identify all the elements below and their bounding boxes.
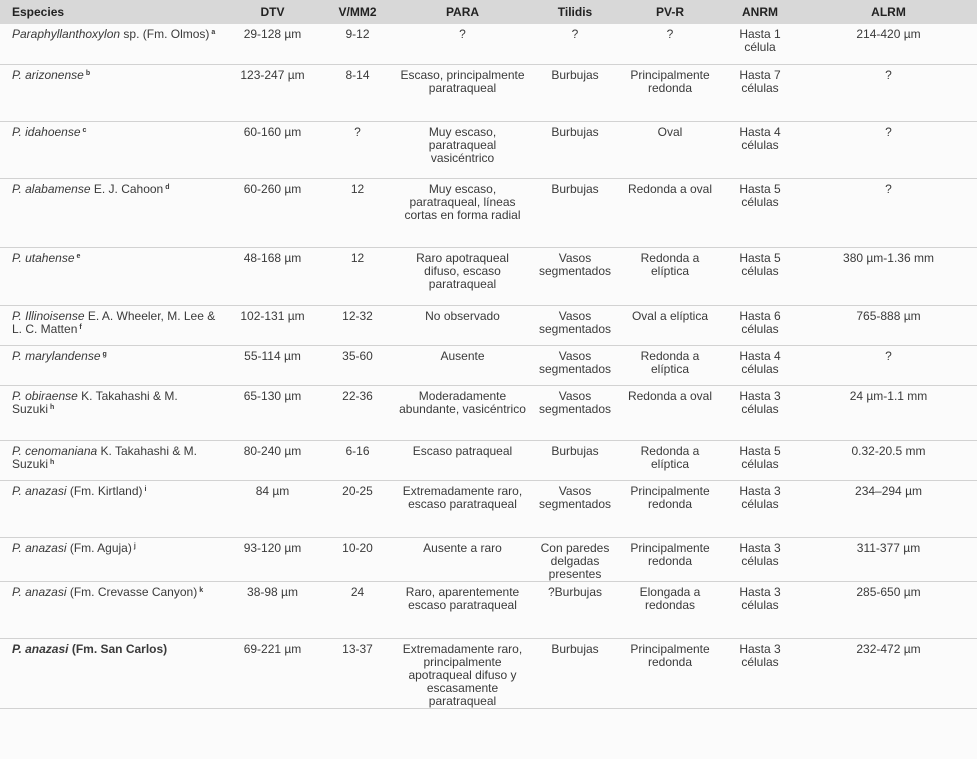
cell-dtv: 48-168 µm [243,250,302,265]
species-name: P. idahoense [12,124,81,139]
cell-alrm: 380 µm-1.36 mm [843,250,934,265]
cell-especies [0,121,225,178]
cell-tilidis: Con paredes delgadas presentes [540,540,610,581]
cell-tilidis: Vasos segmentados [538,388,612,416]
cell-anrm: Hasta 3 células [739,540,781,568]
cell-alrm: ? [885,67,892,82]
table-row [0,537,977,581]
cell-v-mm2: 24 [350,584,365,599]
cell-tilidis: Burbujas [551,443,599,458]
cell-pv-r: Redonda a elíptica [640,250,700,278]
cell-tilidis: Vasos segmentados [538,483,612,511]
header-alrm: ALRM [800,0,977,24]
cell-alrm: 234–294 µm [855,483,922,498]
cell-v-mm2: 12 [350,181,365,196]
cell-anrm: Hasta 4 células [739,348,781,376]
table-row [0,480,977,537]
cell-pv-r: Principalmente redonda [630,483,710,511]
cell-anrm: Hasta 6 células [739,308,781,336]
cell-anrm: Hasta 3 células [739,641,781,669]
cell-pv-r: Oval a elíptica [631,308,709,323]
species-author: (Fm. San Carlos) [68,641,168,656]
cell-tilidis: ? [571,27,579,41]
species-name: Paraphyllanthoxylon [12,27,121,41]
cell-v-mm2: 10-20 [342,540,373,555]
species-author: E. A. Wheeler, M. Lee & L. C. Matten [12,308,216,336]
cell-dtv: 60-160 µm [243,124,302,139]
table-row [0,305,977,345]
cell-tilidis: Vasos segmentados [538,308,612,336]
species-author: E. J. Cahoon [90,181,164,196]
species-name: P. obiraense [12,388,78,403]
cell-anrm: Hasta 5 células [739,181,781,209]
cell-tilidis: Vasos segmentados [538,250,612,278]
cell-dtv: 84 µm [255,483,290,498]
cell-para: No observado [425,308,500,323]
cell-pv-r: Redonda a elíptica [640,443,700,471]
species-name: P. alabamense [12,181,91,196]
footnote-mark: c [82,126,87,134]
header-v-mm2: V/MM2 [320,0,395,24]
species-author: (Fm. Kirtland) [66,483,143,498]
cell-especies [0,581,225,638]
cell-alrm: 214-420 µm [856,27,921,41]
cell-tilidis: ?Burbujas [547,584,603,599]
cell-para: Escaso patraqueal [412,443,513,458]
cell-para: Raro apotraqueal difuso, escaso paratraqueal [416,250,509,291]
cell-especies [0,440,225,480]
cell-para: Ausente a raro [423,540,502,555]
cell-anrm: Hasta 5 células [739,443,781,471]
species-name: P. marylandense [12,348,101,363]
table-body [0,24,977,708]
footnote-mark: j [133,542,136,550]
cell-alrm: 311-377 µm [856,540,921,555]
table-row [0,638,977,708]
cell-dtv: 123-247 µm [240,67,305,82]
footnote-mark: f [79,323,82,331]
cell-tilidis: Burbujas [551,124,599,139]
cell-para: ? [459,27,466,41]
cell-especies [0,638,225,708]
cell-para: Extremadamente raro, principalmente apotraqueal difuso y escasamente paratraqueal [402,641,523,708]
cell-especies [0,64,225,121]
cell-pv-r: Redonda a oval [627,388,713,403]
species-name: P. anazasi [12,641,69,656]
cell-dtv: 29-128 µm [243,27,302,41]
table-row [0,581,977,638]
cell-v-mm2: 12-32 [342,308,373,323]
cell-especies [0,247,225,305]
cell-especies [0,24,225,64]
cell-v-mm2: 6-16 [345,443,370,458]
cell-alrm: ? [885,348,892,363]
species-name: P. anazasi [12,483,67,498]
cell-alrm: 232-472 µm [856,641,921,656]
cell-alrm: 285-650 µm [856,584,921,599]
cell-v-mm2: 13-37 [342,641,373,656]
species-author: (Fm. Aguja) [66,540,132,555]
cell-especies [0,345,225,385]
table-row [0,247,977,305]
cell-pv-r: Principalmente redonda [630,540,710,568]
cell-alrm: 765-888 µm [856,308,921,323]
cell-anrm: Hasta 7 células [739,67,781,95]
cell-especies [0,480,225,537]
cell-pv-r: Elongada a redondas [639,584,701,612]
cell-pv-r: Oval [657,124,683,139]
cell-especies [0,537,225,581]
table-row [0,64,977,121]
cell-para: Ausente [440,348,485,363]
cell-tilidis: Burbujas [551,67,599,82]
cell-pv-r: Redonda a oval [627,181,713,196]
cell-alrm: 24 µm-1.1 mm [849,388,928,403]
cell-para: Extremadamente raro, escaso paratraqueal [402,483,523,511]
footnote-mark: e [76,252,81,260]
cell-dtv: 80-240 µm [243,443,302,458]
species-name: P. anazasi [12,540,67,555]
footnote-mark: a [211,29,216,36]
cell-pv-r: ? [666,27,674,41]
cell-tilidis: Vasos segmentados [538,348,612,376]
header-anrm: ANRM [720,0,800,24]
footnote-mark: h [50,403,55,411]
cell-dtv: 38-98 µm [247,584,298,599]
cell-v-mm2: 35-60 [342,348,373,363]
cell-tilidis: Burbujas [551,641,599,656]
cell-pv-r: Principalmente redonda [630,641,710,669]
cell-v-mm2: 8-14 [345,67,370,82]
cell-anrm: Hasta 3 células [739,483,781,511]
cell-dtv: 102-131 µm [240,308,305,323]
table-row [0,24,977,64]
footnote-mark: k [199,586,204,594]
cell-pv-r: Redonda a elíptica [640,348,700,376]
header-tilidis: Tilidis [530,0,620,24]
table-row [0,121,977,178]
cell-v-mm2: 12 [350,250,365,265]
footnote-mark: g [102,350,107,358]
cell-para: Raro, aparentemente escaso paratraqueal [405,584,520,612]
cell-dtv: 60-260 µm [243,181,302,196]
cell-v-mm2: 20-25 [342,483,373,498]
table-row [0,178,977,247]
species-author: K. Takahashi & M. Suzuki [12,388,178,416]
table-row [0,440,977,480]
table-row [0,385,977,440]
species-name: P. arizonense [12,67,84,82]
cell-para: Muy escaso, paratraqueal vasicéntrico [428,124,497,165]
species-author: (Fm. Crevasse Canyon) [66,584,198,599]
footnote-mark: b [85,69,91,77]
cell-para: Escaso, principalmente paratraqueal [400,67,525,95]
species-author: K. Takahashi & M. Suzuki [12,443,198,471]
header-dtv: DTV [225,0,320,24]
table-row [0,345,977,385]
species-name: P. anazasi [12,584,67,599]
cell-anrm: Hasta 3 células [739,584,781,612]
cell-dtv: 65-130 µm [243,388,302,403]
footnote-mark: h [50,458,55,466]
cell-anrm: Hasta 3 células [739,388,781,416]
cell-dtv: 55-114 µm [244,348,301,363]
header-para: PARA [395,0,530,24]
species-name: P. Illinoisense [12,308,85,323]
cell-anrm: Hasta 4 células [739,124,781,152]
cell-para: Muy escaso, paratraqueal, líneas cortas en forma radial [404,181,521,222]
species-name: P. cenomaniana [12,443,98,458]
cell-alrm: ? [885,181,892,196]
species-author: sp. (Fm. Olmos) [120,27,210,41]
cell-alrm: 0.32-20.5 mm [851,443,926,458]
cell-especies [0,385,225,440]
footnote-mark: i [144,485,147,493]
cell-v-mm2: 9-12 [345,27,370,41]
cell-anrm: Hasta 5 células [739,250,781,278]
cell-v-mm2: ? [354,124,361,139]
cell-especies [0,178,225,247]
footnote-mark: d [165,183,170,191]
cell-alrm: ? [885,124,892,139]
cell-pv-r: Principalmente redonda [630,67,710,95]
cell-especies [0,305,225,345]
cell-tilidis: Burbujas [551,181,599,196]
header-pv-r: PV-R [620,0,720,24]
header-especies: Especies [0,0,225,24]
cell-dtv: 93-120 µm [243,540,302,555]
cell-para: Moderadamente abundante, vasicéntrico [399,388,526,416]
cell-v-mm2: 22-36 [342,388,373,403]
cell-anrm: Hasta 1 célula [739,27,781,54]
cell-dtv: 69-221 µm [243,641,302,656]
species-name: P. utahense [12,250,75,265]
table-header-row [0,0,977,24]
